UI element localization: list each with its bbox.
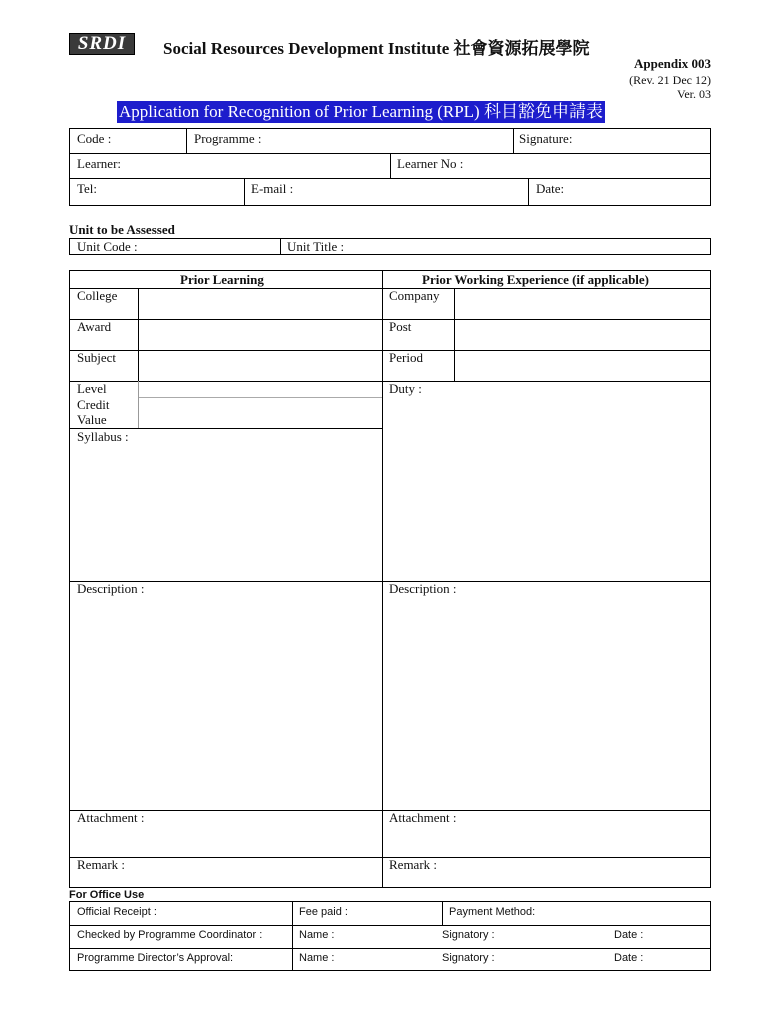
value-label: Value [77,412,107,427]
unit-heading: Unit to be Assessed [69,222,175,237]
learner-no-field[interactable]: Learner No : [397,156,464,171]
code-field[interactable]: Code : [77,131,112,146]
director-name-field[interactable]: Name : [299,952,335,964]
award-label: Award [77,319,112,334]
we-attachment-label: Attachment : [389,810,457,825]
office-use-table [69,901,711,971]
company-label: Company [389,288,440,303]
signature-field[interactable]: Signature: [519,131,573,146]
email-field[interactable]: E-mail : [251,181,294,196]
subject-label: Subject [77,350,116,365]
office-use-heading: For Office Use [69,889,145,901]
unit-code-field[interactable]: Unit Code : [77,239,138,254]
director-approval-field[interactable]: Programme Director’s Approval: [77,952,234,964]
date-field[interactable]: Date: [536,181,565,196]
pl-attachment-label: Attachment : [77,810,145,825]
credit-label: Credit [77,397,110,412]
level-label: Level [77,381,107,396]
srdi-logo: SRDI [69,33,135,55]
director-signatory-field[interactable]: Signatory : [442,952,495,964]
duty-label: Duty : [389,381,422,396]
unit-table [69,238,711,255]
institute-name: Social Resources Development Institute 社會資源拓展學院 [163,39,590,58]
official-receipt-field[interactable]: Official Receipt : [77,906,157,918]
coordinator-name-field[interactable]: Name : [299,929,335,941]
pl-remark-label: Remark : [77,857,126,872]
work-experience-heading: Prior Working Experience (if applicable) [422,272,650,287]
period-label: Period [389,350,423,365]
coordinator-signatory-field[interactable]: Signatory : [442,929,495,941]
programme-field[interactable]: Programme : [194,131,262,146]
pl-description-label: Description : [77,581,145,596]
director-date-field[interactable]: Date : [614,952,644,964]
we-remark-label: Remark : [389,857,438,872]
appendix-label: Appendix 003 [634,56,711,71]
fee-paid-field[interactable]: Fee paid : [299,906,348,918]
revision-label: (Rev. 21 Dec 12) [629,73,711,87]
coordinator-date-field[interactable]: Date : [614,929,644,941]
college-label: College [77,288,118,303]
syllabus-label: Syllabus : [77,429,129,444]
prior-learning-heading: Prior Learning [180,272,264,287]
we-description-label: Description : [389,581,457,596]
version-label: Ver. 03 [677,87,711,101]
applicant-info-table [69,128,711,206]
payment-method-field[interactable]: Payment Method: [449,906,536,918]
post-label: Post [389,319,412,334]
learner-field[interactable]: Learner: [77,156,122,171]
tel-field[interactable]: Tel: [77,181,98,196]
form-title: Application for Recognition of Prior Learning (RPL) 科目豁免申請表 [119,102,603,121]
checked-by-field[interactable]: Checked by Programme Coordinator : [77,929,263,941]
unit-title-field[interactable]: Unit Title : [287,239,345,254]
prior-learning-table [69,270,711,888]
